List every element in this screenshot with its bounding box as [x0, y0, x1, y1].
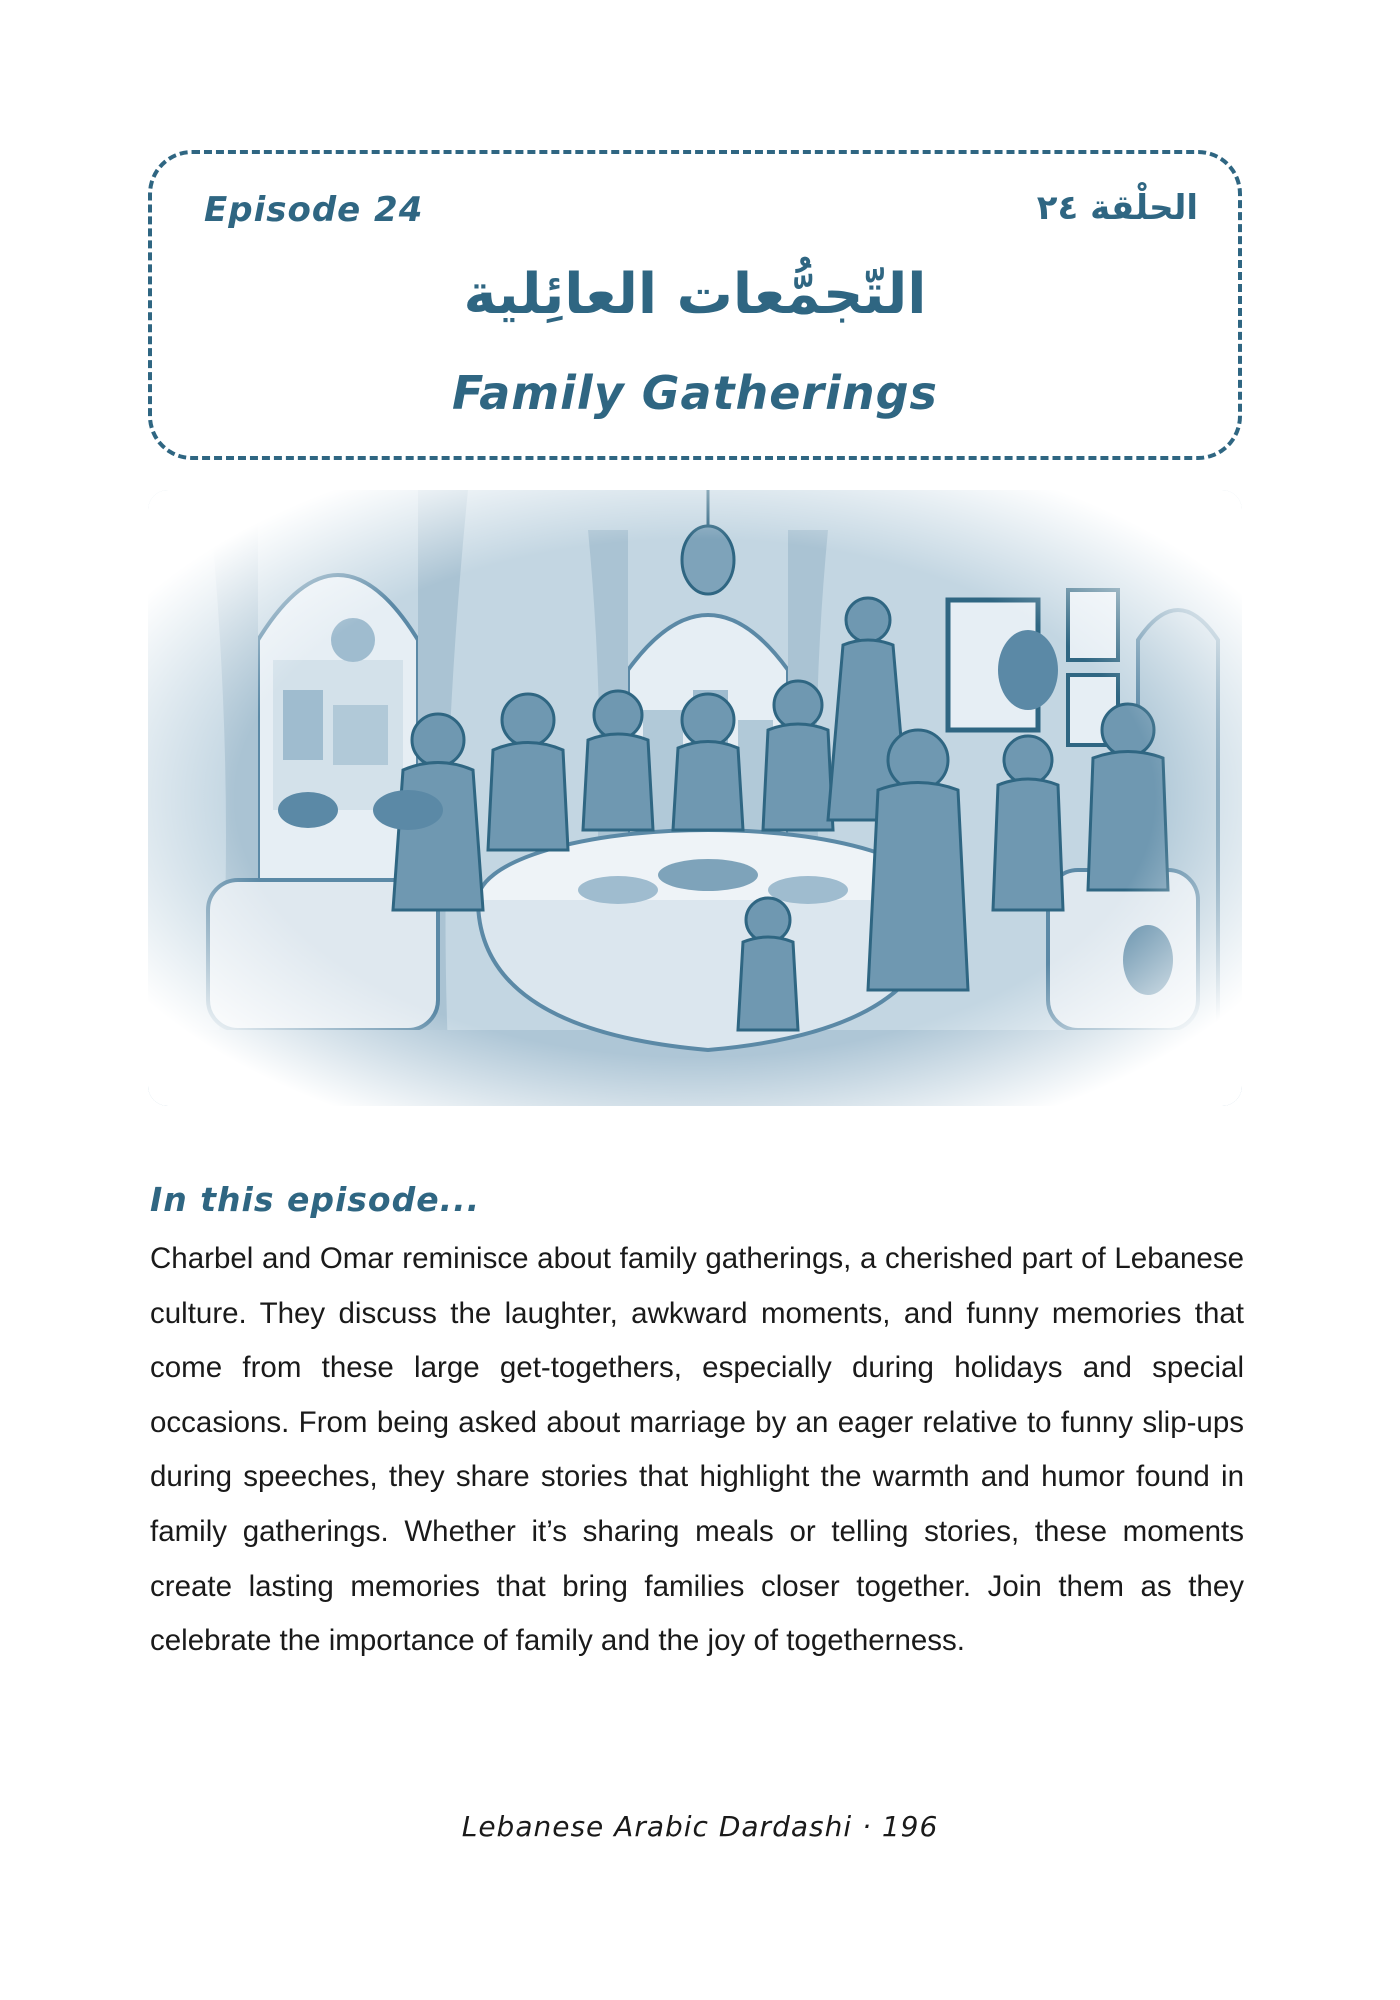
family-gathering-illustration: [148, 490, 1242, 1106]
episode-title-en: Family Gatherings: [452, 366, 938, 420]
page-footer: Lebanese Arabic Dardashi · 196: [461, 1810, 939, 1843]
episode-number-ar: الحلْقة ٢٤: [1036, 188, 1198, 228]
illustration-drawing: [148, 490, 1242, 1106]
episode-number-en: Episode 24: [204, 190, 424, 230]
episode-header-box: [148, 150, 1242, 460]
intro-paragraph: Charbel and Omar reminisce about family gatherings, a cherished part of Lebanese culture. They discuss the laughter, awkward moments, and funny memories that come from these large get-togethers, especially during holidays and special occasions. From being asked about marriage by an eager relative to funny slip-ups during speeches, they share stories that highlight the warmth and humor found in family gatherings. Whether it’s sharing meals or telling stories, these moments create lasting memories that bring families closer together. Join them as they celebrate the importance of family and the joy of togetherness.: [150, 1242, 1244, 1658]
episode-title-ar: التّجمُّعات العائِلية: [463, 262, 927, 327]
intro-heading: In this episode...: [150, 1180, 481, 1219]
